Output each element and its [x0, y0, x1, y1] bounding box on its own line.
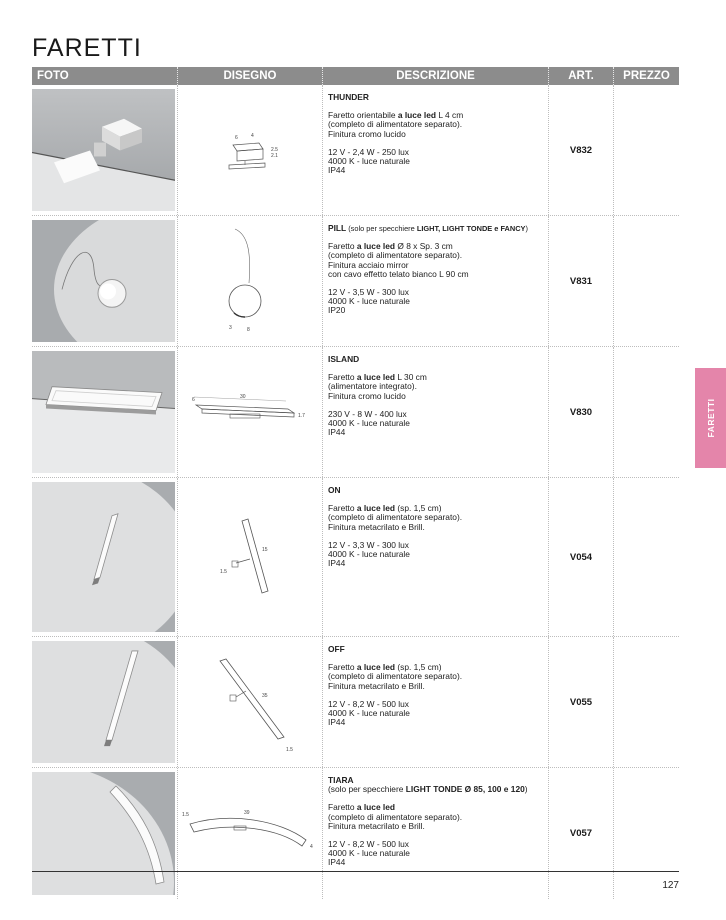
- desc-bold: a luce led: [356, 372, 396, 383]
- desc-line: Finitura cromo lucido: [328, 128, 406, 139]
- spec-line: 12 V - 8,2 W - 500 lux: [328, 839, 409, 850]
- photo-tiara: [32, 772, 175, 895]
- desc-bold: a luce led: [356, 503, 396, 514]
- desc-line: (completo di alimentatore separato).: [328, 512, 463, 523]
- article-code: V830: [549, 347, 614, 477]
- spec-line: IP44: [328, 165, 346, 176]
- price-cell: [614, 478, 679, 636]
- spec-line: IP44: [328, 427, 346, 438]
- dim-label: 4: [251, 133, 254, 139]
- dim-label: 30: [240, 394, 246, 400]
- dim-label: 35: [262, 693, 268, 699]
- product-photo: [32, 85, 178, 215]
- product-name: THUNDER: [328, 92, 369, 102]
- dim-label: 1.7: [298, 413, 305, 419]
- product-name: ON: [328, 485, 341, 495]
- product-drawing: [178, 478, 323, 636]
- product-name: TIARA: [328, 775, 354, 785]
- dim-label: 6: [235, 135, 238, 141]
- product-photo: [32, 216, 178, 346]
- desc-line: con cavo effetto telato bianco L 90 cm: [328, 268, 469, 279]
- drawing-thunder: [215, 125, 285, 175]
- drawing-tiara: [180, 804, 320, 864]
- desc-line: Finitura metacrilato e Brill.: [328, 680, 425, 691]
- spec-line: 4000 K - luce naturale: [328, 549, 410, 560]
- note-bold: LIGHT TONDE Ø 85, 100 e 120: [405, 784, 525, 795]
- desc-text: Faretto: [328, 662, 357, 673]
- dim-label: 8: [247, 327, 250, 333]
- desc-line: (completo di alimentatore separato).: [328, 811, 463, 822]
- article-code: V832: [549, 85, 614, 215]
- note-bold: LIGHT, LIGHT TONDE e FANCY: [416, 224, 526, 233]
- col-prezzo: PREZZO: [623, 70, 670, 82]
- desc-line: Finitura cromo lucido: [328, 390, 406, 401]
- note-text: ): [525, 224, 528, 233]
- section-tab[interactable]: [695, 368, 726, 468]
- article-code: V054: [549, 478, 614, 636]
- price-cell: [614, 216, 679, 346]
- product-photo: [32, 478, 178, 636]
- dim-label: 2.1: [271, 153, 278, 159]
- price-cell: [614, 85, 679, 215]
- product-name: ISLAND: [328, 354, 360, 364]
- desc-text: Faretto: [328, 802, 357, 813]
- table-row: [32, 768, 679, 899]
- photo-thunder: [32, 89, 175, 211]
- dim-label: 2.5: [271, 147, 278, 153]
- desc-line: (completo di alimentatore separato).: [328, 250, 463, 261]
- product-description: [323, 637, 549, 767]
- desc-line: Finitura acciaio mirror: [328, 259, 409, 270]
- spec-line: 12 V - 8,2 W - 500 lux: [328, 698, 409, 709]
- product-drawing: [178, 347, 323, 477]
- price-cell: [614, 637, 679, 767]
- product-name: OFF: [328, 644, 345, 654]
- desc-line: Finitura metacrilato e Brill.: [328, 820, 425, 831]
- desc-text: Faretto: [328, 503, 357, 514]
- product-drawing: [178, 85, 323, 215]
- photo-off: [32, 641, 175, 763]
- page-title: FARETTI: [32, 34, 142, 62]
- article-code: V057: [549, 768, 614, 899]
- col-disegno: DISEGNO: [178, 67, 323, 85]
- product-drawing: [178, 768, 323, 899]
- table-row: [32, 216, 679, 347]
- article-code: V831: [549, 216, 614, 346]
- desc-text: L 4 cm: [436, 110, 464, 121]
- drawing-island: [190, 387, 310, 437]
- dim-label: 1.5: [286, 747, 293, 753]
- spec-line: 230 V - 8 W - 400 lux: [328, 408, 407, 419]
- product-description: [323, 216, 549, 346]
- desc-text: Faretto: [328, 372, 357, 383]
- product-table: [32, 85, 679, 899]
- desc-line: (completo di alimentatore separato).: [328, 119, 463, 130]
- desc-bold: a luce led: [356, 662, 396, 673]
- dim-label: 4: [310, 843, 313, 850]
- product-name: PILL: [328, 223, 347, 233]
- product-drawing: [178, 216, 323, 346]
- spec-line: 4000 K - luce naturale: [328, 848, 410, 859]
- table-row: [32, 347, 679, 478]
- product-photo: [32, 768, 178, 899]
- product-photo: [32, 347, 178, 477]
- drawing-pill: [215, 225, 285, 337]
- desc-text: (sp. 1,5 cm): [395, 503, 442, 514]
- desc-bold: a luce led: [397, 110, 437, 121]
- spec-line: 4000 K - luce naturale: [328, 156, 410, 167]
- dim-label: 1.5: [220, 569, 227, 575]
- spec-line: IP44: [328, 558, 346, 569]
- dim-label: 6: [192, 397, 195, 403]
- product-drawing: [178, 637, 323, 767]
- page-number: 127: [662, 880, 679, 891]
- spec-line: 12 V - 3,5 W - 300 lux: [328, 287, 409, 298]
- spec-line: IP44: [328, 717, 346, 728]
- dim-label: 15: [262, 547, 268, 553]
- product-description: [323, 768, 549, 899]
- desc-text: Ø 8 x Sp. 3 cm: [395, 241, 453, 252]
- spec-line: 4000 K - luce naturale: [328, 296, 410, 307]
- desc-text: Faretto orientabile: [328, 110, 398, 121]
- desc-line: (completo di alimentatore separato).: [328, 671, 463, 682]
- table-header: [32, 67, 679, 85]
- note-text: (solo per specchiere: [328, 784, 406, 795]
- table-row: [32, 478, 679, 637]
- photo-island: [32, 351, 175, 473]
- dim-label: 3: [229, 325, 232, 331]
- photo-pill: [32, 220, 175, 342]
- desc-line: Finitura metacrilato e Brill.: [328, 521, 425, 532]
- table-row: [32, 85, 679, 216]
- dim-label: 1.5: [182, 811, 189, 818]
- dim-label: 39: [244, 809, 250, 816]
- desc-text: (sp. 1,5 cm): [395, 662, 442, 673]
- col-descrizione: DESCRIZIONE: [323, 67, 549, 85]
- desc-text: Faretto: [328, 241, 357, 252]
- product-description: [323, 478, 549, 636]
- col-foto: FOTO: [32, 67, 178, 85]
- desc-bold: a luce led: [356, 802, 396, 813]
- table-row: [32, 637, 679, 768]
- photo-on: [32, 482, 175, 632]
- spec-line: 4000 K - luce naturale: [328, 418, 410, 429]
- footer-rule: [32, 871, 679, 872]
- drawing-on: [210, 507, 290, 607]
- product-photo: [32, 637, 178, 767]
- desc-text: L 30 cm: [395, 372, 427, 383]
- col-art: ART.: [549, 67, 614, 85]
- drawing-off: [200, 647, 300, 757]
- price-cell: [614, 347, 679, 477]
- note-text: (solo per specchiere: [346, 224, 417, 233]
- spec-line: 12 V - 3,3 W - 300 lux: [328, 539, 409, 550]
- section-tab-label: FARETTI: [705, 398, 716, 438]
- article-code: V055: [549, 637, 614, 767]
- desc-line: (alimentatore integrato).: [328, 381, 417, 392]
- product-description: [323, 85, 549, 215]
- spec-line: IP20: [328, 305, 346, 316]
- note-text: ): [524, 784, 528, 795]
- spec-line: IP44: [328, 857, 346, 868]
- spec-line: 4000 K - luce naturale: [328, 708, 410, 719]
- desc-bold: a luce led: [356, 241, 396, 252]
- product-description: [323, 347, 549, 477]
- spec-line: 12 V - 2,4 W - 250 lux: [328, 146, 409, 157]
